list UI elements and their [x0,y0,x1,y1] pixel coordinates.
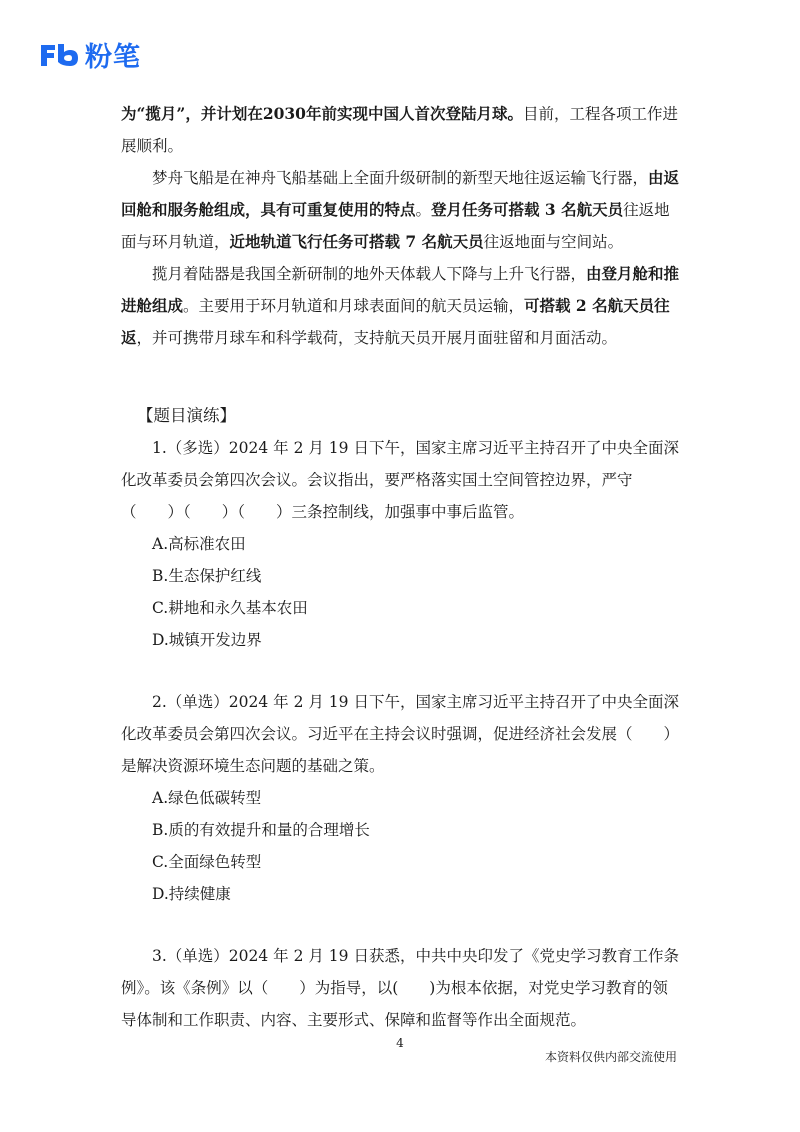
option-a: A.高标准农田 [152,535,246,553]
intro-paragraph-3 [121,258,683,354]
option-c: C.耕地和永久基本农田 [152,599,308,617]
question-3 [121,940,683,1036]
option-b: B.质的有效提升和量的合理增长 [152,821,370,839]
fenbi-logo-icon [37,41,81,69]
seg-bold: 由登月舱和推进舱组成 [121,264,680,315]
logo-text: 粉笔 [85,42,141,73]
intro-p1-rest: 目前，工程各项工作进展顺利。 [121,105,678,155]
option-b: B.生态保护红线 [152,567,262,585]
option-a: A.绿色低碳转型 [152,789,262,807]
question-2 [121,686,683,910]
seg: 揽月着陆器是我国全新研制的地外天体载人下降与上升飞行器， [152,265,587,283]
question-1 [121,432,683,656]
seg: 。主要用于环月轨道和月球表面间的航天员运输， [183,297,525,315]
seg-bold: 可搭载 2 名航天员往返 [121,296,670,347]
seg: ，并可携带月球车和科学载荷，支持航天员开展月面驻留和月面活动。 [136,329,618,347]
section-title: 【题目演练】 [137,406,236,425]
option-d: D.持续健康 [152,885,231,903]
intro-paragraph-1 [121,98,683,162]
seg: 。 [415,201,432,219]
question-stem: 1.（多选）2024 年 2 月 19 日下午，国家主席习近平主持召开了中央全面深化改革委员会第四次会议。会议指出，要严格落实国土空间管控边界，严守（ ）（ ）（ ）三条控制线，加强事中事后监管。 [121,439,679,521]
option-d: D.城镇开发边界 [152,631,262,649]
document-body [121,98,683,1036]
intro-paragraph-2 [121,162,683,258]
page-number: 4 [396,1036,404,1050]
brand-logo [37,35,141,74]
intro-p1-bold: 为“揽月”，并计划在2030年前实现中国人首次登陆月球。 [121,104,523,123]
option-c: C.全面绿色转型 [152,853,262,871]
question-stem: 2.（单选）2024 年 2 月 19 日下午，国家主席习近平主持召开了中央全面深化改革委员会第四次会议。习近平在主持会议时强调，促进经济社会发展（ ）是解决资源环境生态问题的基础之策。 [121,693,680,775]
footer-note: 本资料仅供内部交流使用 [545,1050,678,1064]
seg-bold: 近地轨道飞行任务可搭载 7 名航天员 [229,232,484,251]
seg: 往返地面与环月轨道， [121,201,670,251]
question-stem: 3.（单选）2024 年 2 月 19 日获悉，中共中央印发了《党史学习教育工作条例》。该《条例》以（ ）为指导，以( )为根本依据，对党史学习教育的领导体制和工作职责、内容、主要形式、保障和监督等作出全面规范。 [121,947,679,1029]
seg-bold: 由返回舱和服务舱组成，具有可重复使用的特点 [121,168,680,219]
seg: 梦舟飞船是在神舟飞船基础上全面升级研制的新型天地往返运输飞行器， [152,169,649,187]
seg: 往返地面与空间站。 [483,233,624,251]
seg-bold: 登月任务可搭载 3 名航天员 [431,200,624,219]
